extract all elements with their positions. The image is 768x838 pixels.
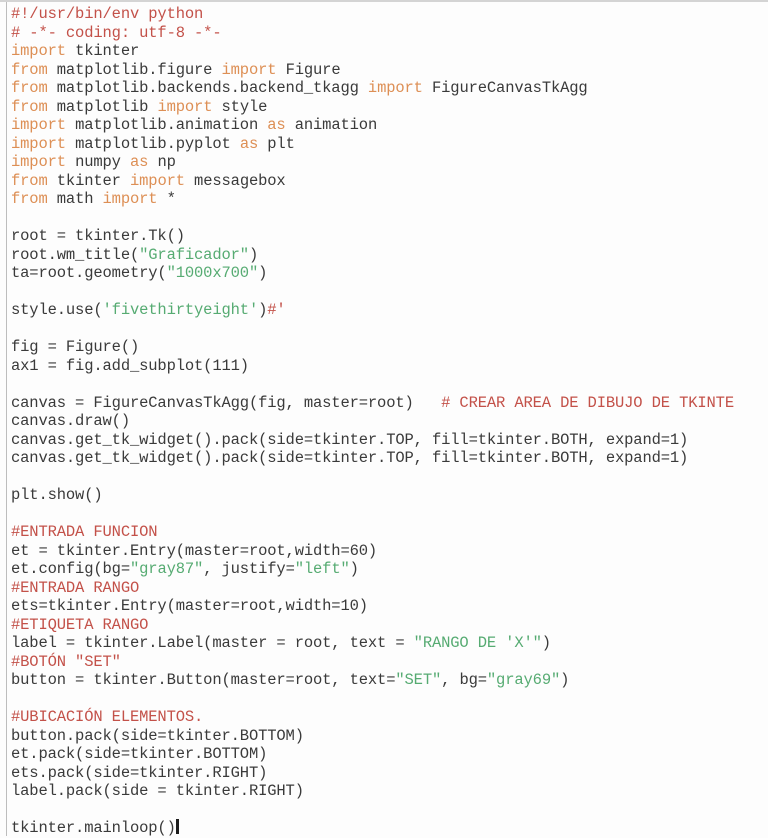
code-text: style bbox=[212, 97, 268, 116]
comment-token: #BOTÓN "SET" bbox=[11, 652, 121, 671]
code-line[interactable] bbox=[11, 653, 768, 672]
code-text: tkinter.mainloop() bbox=[11, 819, 176, 837]
comment-token: #UBICACIÓN ELEMENTOS. bbox=[11, 708, 204, 726]
code-text: canvas.draw() bbox=[11, 412, 130, 430]
keyword-token: from bbox=[11, 79, 48, 97]
code-text: matplotlib bbox=[47, 97, 158, 116]
code-line[interactable] bbox=[11, 505, 768, 524]
string-token: "Graficador" bbox=[139, 245, 249, 264]
code-text: math bbox=[47, 190, 103, 208]
string-token: "left" bbox=[294, 560, 350, 578]
code-line[interactable] bbox=[11, 246, 768, 265]
code-line[interactable] bbox=[11, 671, 768, 690]
code-text: , justify= bbox=[203, 560, 295, 578]
code-line[interactable] bbox=[11, 819, 768, 838]
code-line[interactable] bbox=[11, 394, 768, 413]
code-line[interactable] bbox=[11, 283, 768, 302]
code-text: root.wm_title( bbox=[11, 245, 140, 264]
string-token: "SET" bbox=[395, 671, 442, 689]
code-line[interactable] bbox=[11, 357, 768, 376]
code-line[interactable] bbox=[11, 98, 768, 117]
code-line[interactable] bbox=[11, 764, 768, 783]
code-text: ) bbox=[258, 264, 268, 282]
code-line[interactable] bbox=[11, 42, 768, 61]
code-text: animation bbox=[285, 116, 378, 134]
keyword-token: import bbox=[11, 42, 66, 60]
code-line[interactable] bbox=[11, 264, 768, 283]
keyword-token: as bbox=[239, 134, 259, 153]
code-line[interactable] bbox=[11, 449, 768, 468]
keyword-token: from bbox=[11, 190, 48, 208]
keyword-token: from bbox=[11, 171, 48, 190]
code-line[interactable] bbox=[11, 412, 768, 431]
code-text: button = tkinter.Button(master=root, text= bbox=[11, 671, 396, 689]
keyword-token: as bbox=[267, 116, 286, 134]
code-text: np bbox=[148, 153, 176, 171]
code-text: fig = Figure() bbox=[11, 338, 140, 356]
keyword-token: import bbox=[11, 116, 66, 134]
code-text: button.pack(side=tkinter.BOTTOM) bbox=[11, 726, 304, 745]
comment-token: #' bbox=[267, 301, 286, 319]
code-area bbox=[11, 5, 768, 838]
code-line[interactable] bbox=[11, 153, 768, 172]
code-text: ) bbox=[349, 560, 359, 578]
code-text: canvas = FigureCanvasTkAgg(fig, master=root) bbox=[11, 393, 442, 412]
code-line[interactable] bbox=[11, 24, 768, 43]
code-line[interactable] bbox=[11, 116, 768, 135]
code-text: matplotlib.backends.backend_tkagg bbox=[47, 79, 368, 97]
keyword-token: import bbox=[102, 190, 158, 208]
code-line[interactable] bbox=[11, 616, 768, 635]
code-text: ets.pack(side=tkinter.RIGHT) bbox=[11, 763, 268, 782]
code-text: ) bbox=[258, 301, 268, 319]
keyword-token: import bbox=[129, 171, 185, 190]
string-token: "gray69" bbox=[486, 671, 561, 689]
code-line[interactable] bbox=[11, 5, 768, 24]
code-text: et = tkinter.Entry(master=root,width=60) bbox=[11, 541, 378, 560]
code-line[interactable] bbox=[11, 801, 768, 820]
code-text: numpy bbox=[65, 153, 130, 171]
code-text: * bbox=[157, 190, 176, 208]
keyword-token: import bbox=[367, 79, 423, 97]
code-editor[interactable] bbox=[6, 2, 768, 836]
code-text: root = tkinter.Tk() bbox=[11, 227, 185, 245]
code-line[interactable] bbox=[11, 172, 768, 191]
code-text: et.config(bg= bbox=[11, 560, 130, 578]
code-line[interactable] bbox=[11, 301, 768, 320]
code-text: messagebox bbox=[184, 171, 286, 190]
comment-token: #!/usr/bin/env python bbox=[11, 5, 204, 23]
code-line[interactable] bbox=[11, 61, 768, 80]
code-text: matplotlib.animation bbox=[65, 116, 268, 134]
string-token: "gray87" bbox=[129, 560, 204, 578]
code-text: ) bbox=[248, 245, 259, 264]
code-text: label.pack(side = tkinter.RIGHT) bbox=[11, 782, 304, 800]
code-text: et.pack(side=tkinter.BOTTOM) bbox=[11, 745, 268, 763]
code-text: canvas.get_tk_widget().pack(side=tkinter.TOP, fill=tkinter.BOTH, expand=1) bbox=[11, 430, 689, 449]
code-text: label = tkinter.Label(master = root, text = bbox=[11, 634, 414, 652]
code-text: , bg= bbox=[441, 671, 487, 689]
keyword-token: from bbox=[11, 97, 48, 116]
code-text: tkinter bbox=[47, 171, 130, 190]
string-token: "1000x700" bbox=[166, 264, 259, 282]
code-line[interactable] bbox=[11, 745, 768, 764]
code-line[interactable] bbox=[11, 79, 768, 98]
code-text: canvas.get_tk_widget().pack(side=tkinter.TOP, fill=tkinter.BOTH, expand=1) bbox=[11, 449, 689, 467]
string-token: 'fivethirtyeight' bbox=[102, 301, 259, 319]
code-line[interactable] bbox=[11, 320, 768, 339]
keyword-token: import bbox=[11, 134, 66, 153]
code-line[interactable] bbox=[11, 338, 768, 357]
keyword-token: import bbox=[11, 153, 66, 171]
code-text: tkinter bbox=[65, 42, 140, 60]
code-line[interactable] bbox=[11, 782, 768, 801]
code-line[interactable] bbox=[11, 523, 768, 542]
code-text: ta=root.geometry( bbox=[11, 264, 167, 282]
code-text: plt bbox=[258, 134, 295, 153]
code-line[interactable] bbox=[11, 579, 768, 598]
code-line[interactable] bbox=[11, 486, 768, 505]
code-line[interactable] bbox=[11, 227, 768, 246]
code-line[interactable] bbox=[11, 690, 768, 709]
code-line[interactable] bbox=[11, 468, 768, 487]
code-text: Figure bbox=[276, 60, 341, 79]
keyword-token: import bbox=[157, 97, 213, 116]
code-line[interactable] bbox=[11, 727, 768, 746]
comment-token: #ENTRADA FUNCION bbox=[11, 523, 158, 541]
comment-token: # CREAR AREA DE DIBUJO DE TKINTE bbox=[441, 393, 734, 412]
code-text: ax1 = fig.add_subplot(111) bbox=[11, 356, 249, 375]
code-text: matplotlib.figure bbox=[47, 60, 222, 79]
keyword-token: from bbox=[11, 60, 48, 79]
code-line[interactable] bbox=[11, 431, 768, 450]
code-text: plt.show() bbox=[11, 486, 103, 504]
code-text: ) bbox=[560, 671, 570, 689]
comment-token: #ENTRADA RANGO bbox=[11, 578, 140, 597]
code-text: FigureCanvasTkAgg bbox=[422, 79, 588, 97]
code-line[interactable] bbox=[11, 634, 768, 653]
code-line[interactable] bbox=[11, 597, 768, 616]
text-cursor bbox=[176, 819, 179, 834]
code-line[interactable] bbox=[11, 708, 768, 727]
code-text: ) bbox=[541, 634, 551, 652]
code-line[interactable] bbox=[11, 375, 768, 394]
keyword-token: as bbox=[129, 153, 149, 171]
code-line[interactable] bbox=[11, 135, 768, 154]
keyword-token: import bbox=[221, 60, 277, 79]
code-line[interactable] bbox=[11, 209, 768, 228]
code-text: matplotlib.pyplot bbox=[65, 134, 240, 153]
code-text: ets=tkinter.Entry(master=root,width=10) bbox=[11, 597, 368, 615]
code-line[interactable] bbox=[11, 542, 768, 561]
comment-token: #ETIQUETA RANGO bbox=[11, 615, 149, 634]
string-token: "RANGO DE 'X'" bbox=[413, 634, 542, 652]
code-line[interactable] bbox=[11, 190, 768, 209]
code-text: style.use( bbox=[11, 301, 103, 319]
comment-token: # -*- coding: utf-8 -*- bbox=[11, 23, 222, 42]
code-line[interactable] bbox=[11, 560, 768, 579]
